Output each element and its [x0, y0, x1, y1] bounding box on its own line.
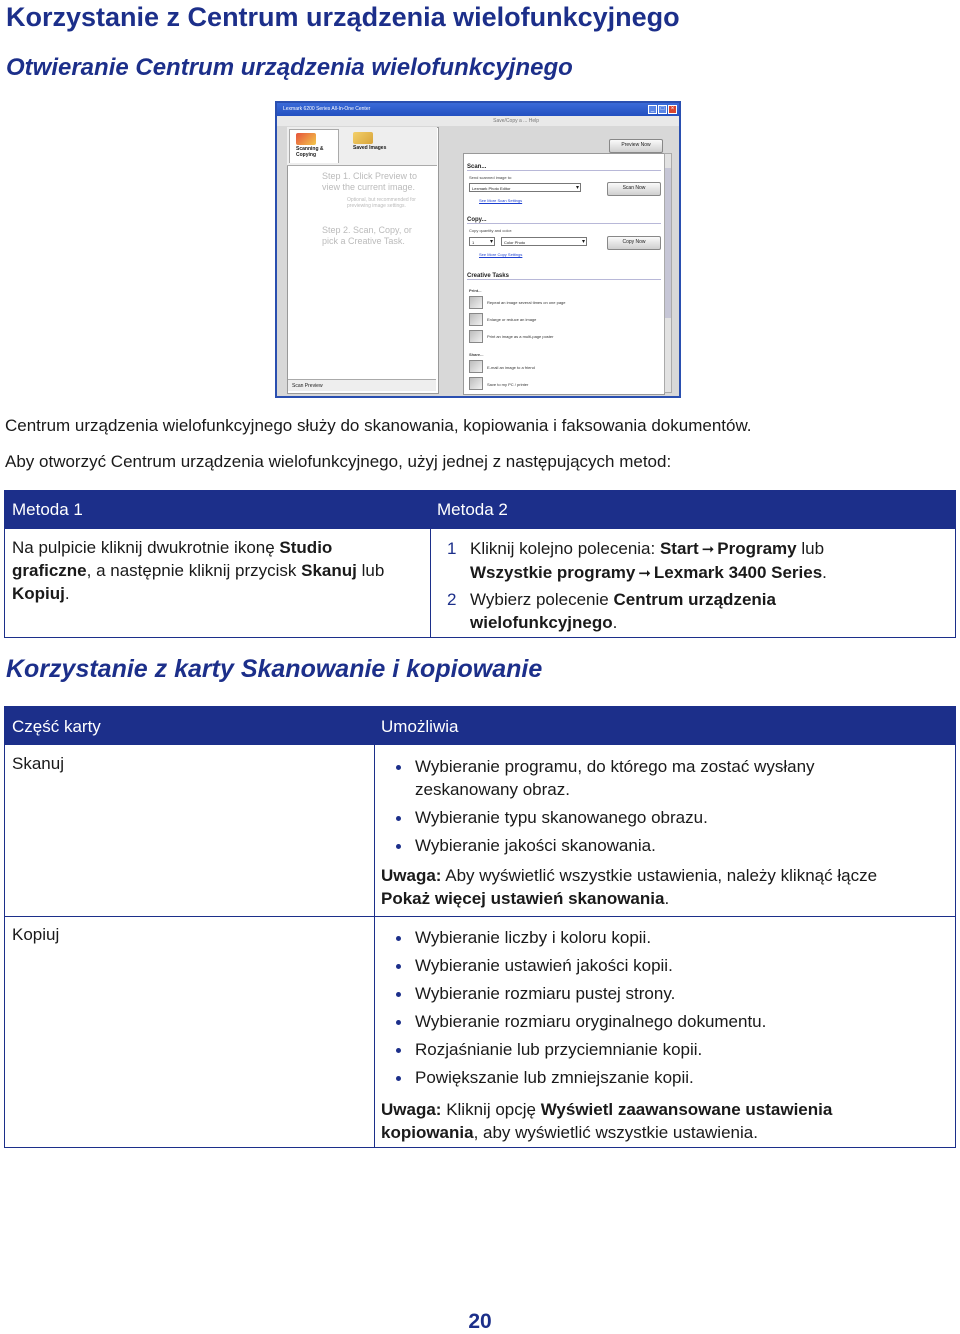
- scan-sub: Send scanned image to:: [469, 175, 513, 180]
- method2-step1-number: 1: [447, 539, 457, 558]
- task-enlarge: Enlarge or reduce an image: [487, 317, 537, 322]
- window-titlebar: [277, 103, 679, 116]
- methods-table: [4, 490, 956, 638]
- minimize-icon: _: [648, 105, 657, 114]
- list-item: Wybieranie rozmiaru pustej strony.: [393, 982, 766, 1005]
- scan-settings-link: See More Scan Settings: [479, 198, 523, 203]
- intro-paragraph-2: Aby otworzyć Centrum urządzenia wielofunkcyjnego, użyj jednej z następujących metod:: [5, 452, 672, 471]
- scan-now-button: Scan Now: [607, 182, 661, 196]
- scrollbar: [664, 153, 672, 393]
- step1-note: Optional, but recommended for previewing image settings.: [347, 197, 416, 209]
- tab-saved-images: [347, 129, 397, 163]
- arrow-right-icon: ➞: [638, 565, 651, 582]
- method2-step2-number: 2: [447, 590, 457, 609]
- column-header-allows: Umożliwia: [381, 717, 459, 736]
- row-label-copy: Kopiuj: [12, 925, 60, 944]
- software-screenshot: [275, 101, 681, 398]
- page-title: Korzystanie z Centrum urządzenia wielofunkcyjnego: [6, 2, 680, 32]
- features-table-header: [5, 707, 955, 745]
- page-number: 20: [468, 1310, 492, 1333]
- copy-now-button: Copy Now: [607, 236, 661, 250]
- task-thumb-poster: [469, 330, 483, 343]
- features-vertical-divider: [374, 745, 375, 1147]
- tab2-label: Saved Images: [353, 145, 387, 151]
- copy-note: Uwaga: Kliknij opcję Wyświetl zaawansowane ustawienia kopiowania, aby wyświetlić wszystkie ustawienia.: [381, 1100, 833, 1142]
- list-item: Wybieranie programu, do którego ma zostać wysłany zeskanowany obraz.: [393, 755, 815, 801]
- preview-now-button: Preview Now: [609, 139, 663, 153]
- section-heading-open: Otwieranie Centrum urządzenia wielofunkcyjnego: [6, 54, 573, 81]
- preview-pane: [287, 127, 439, 394]
- list-item: Wybieranie jakości skanowania.: [393, 834, 815, 857]
- method1-text: Na pulpicie kliknij dwukrotnie ikonę Studio graficzne, a następnie kliknij przycisk Skanuj lub Kopiuj.: [12, 538, 385, 603]
- scan-destination-select: Lexmark Photo Editor ▾: [469, 183, 581, 192]
- copy-feature-list: [393, 926, 766, 1094]
- task-thumb-enlarge: [469, 313, 483, 326]
- tab-strip: [287, 127, 437, 166]
- task-thumb-email: [469, 360, 483, 373]
- close-icon: ×: [668, 105, 677, 114]
- task-repeat: Repeat an image several times on one page: [487, 300, 566, 305]
- copy-color-select: Color Photo ▾: [501, 237, 587, 246]
- list-item: Wybieranie typu skanowanego obrazu.: [393, 806, 815, 829]
- method2-header: Metoda 2: [437, 500, 508, 519]
- task-save: Save to my PC / printer: [487, 382, 529, 387]
- folder-icon: [353, 132, 373, 144]
- toolbar-text: Save/Copy a ... Help: [493, 118, 539, 124]
- list-item: Wybieranie ustawień jakości kopii.: [393, 954, 766, 977]
- method2-step1-text: Kliknij kolejno polecenia: Start ➞ Programy lub Wszystkie programy ➞ Lexmark 3400 Series.: [470, 537, 950, 585]
- intro-paragraph-1: Centrum urządzenia wielofunkcyjnego służy do skanowania, kopiowania i faksowania dokumentów.: [5, 416, 752, 435]
- scanner-icon: [296, 133, 316, 145]
- copy-section-title: Copy...: [467, 217, 661, 224]
- print-label: Print...: [469, 288, 482, 293]
- list-item: Wybieranie rozmiaru oryginalnego dokumentu.: [393, 1010, 766, 1033]
- features-table: [4, 706, 956, 1148]
- list-item: Wybieranie liczby i koloru kopii.: [393, 926, 766, 949]
- copy-sub: Copy quantity and color:: [469, 228, 513, 233]
- window-title: Lexmark 6200 Series All-In-One Center: [283, 106, 371, 112]
- row-label-scan: Skanuj: [12, 754, 64, 773]
- scan-feature-list: [393, 755, 815, 862]
- scan-note: Uwaga: Aby wyświetlić wszystkie ustawienia, należy kliknąć łącze Pokaż więcej ustawień skanowania.: [381, 866, 878, 908]
- task-email: E-mail an image to a friend: [487, 365, 535, 370]
- method1-header: Metoda 1: [12, 500, 83, 519]
- tab1-label: Scanning & Copying: [296, 146, 324, 158]
- method2-step2-text: Wybierz polecenie Centrum urządzenia wielofunkcyjnego.: [470, 590, 776, 632]
- window-toolbar: [277, 116, 679, 126]
- methods-divider: [430, 529, 431, 637]
- step2-text: Step 2. Scan, Copy, or pick a Creative Task.: [322, 225, 412, 246]
- copy-settings-link: See More Copy Settings: [479, 252, 523, 257]
- task-thumb-repeat: [469, 296, 483, 309]
- creative-tasks-title: Creative Tasks: [467, 273, 661, 280]
- section-heading-tab: Korzystanie z karty Skanowanie i kopiowanie: [6, 655, 543, 683]
- features-row-divider: [5, 916, 955, 917]
- list-item: Powiększanie lub zmniejszanie kopii.: [393, 1066, 766, 1089]
- tab-scanning-copying: [289, 129, 339, 163]
- scan-preview-bar: [288, 379, 436, 391]
- column-header-part: Część karty: [12, 717, 101, 736]
- maximize-icon: □: [658, 105, 667, 114]
- share-label: Share...: [469, 352, 484, 357]
- copy-quantity-field: 1 ▾: [469, 237, 495, 246]
- step1-text: Step 1. Click Preview to view the current image.: [322, 171, 418, 192]
- list-item: Rozjaśnianie lub przyciemnianie kopii.: [393, 1038, 766, 1061]
- task-poster: Print an image as a multi-page poster: [487, 334, 554, 339]
- scan-section-title: Scan...: [467, 164, 661, 171]
- task-thumb-save: [469, 377, 483, 390]
- scan-preview-label: Scan Preview: [292, 383, 323, 389]
- arrow-right-icon: ➞: [701, 541, 715, 558]
